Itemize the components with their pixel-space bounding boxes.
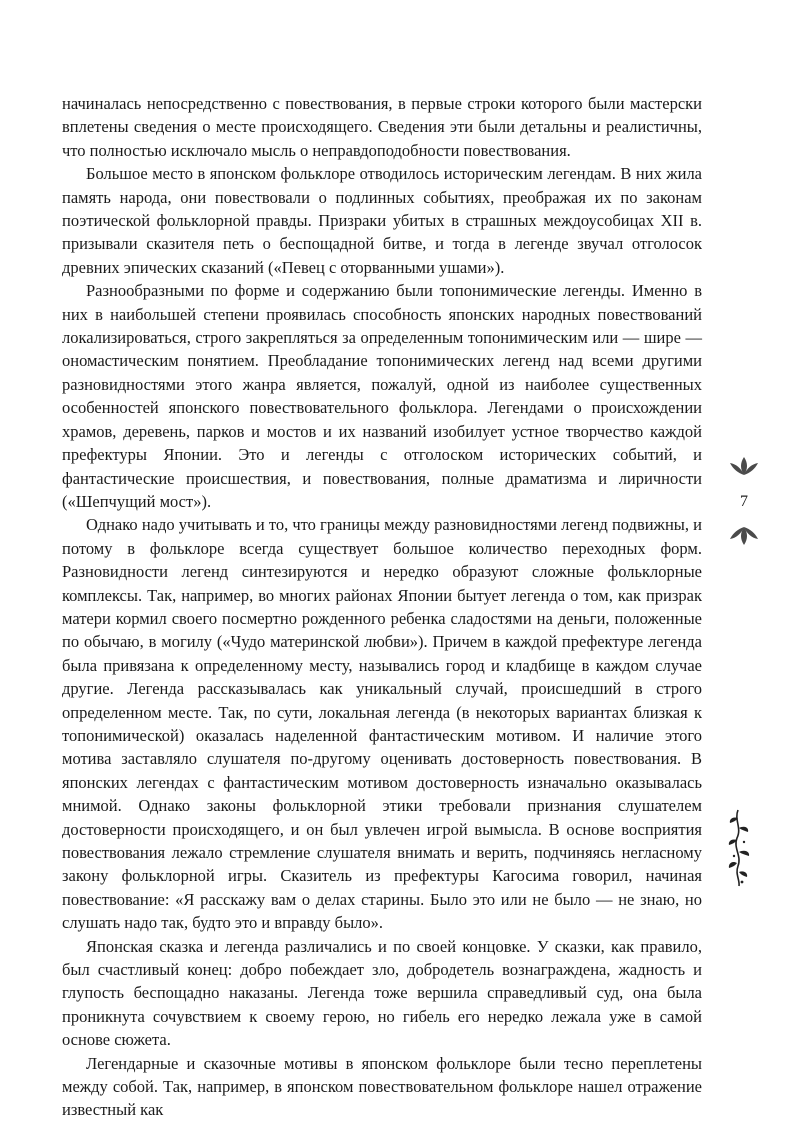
page-number-block xyxy=(722,455,766,547)
paragraph-legend-varieties: Однако надо учитывать и то, что границы между разновидностями легенд подвижны, и потому в фольклоре всегда существует большое количество переходных форм. Разновидности легенд синтезируются и нередко образуют сложные фольклорные комплексы. Так, например, во многих районах Японии бытует легенда о том, как призрак матери кормил своего посмертно рожденного ребенка сладостями на деньги, положенные по обычаю, в могилу («Чудо материнской любви»). Причем в каждой префектуре легенда была привязана к определенному месту, назывались город и кладбище в каждом случае другие. Легенда рассказывалась как уникальный случай, происшедший в строго определенном месте. Так, по сути, локальная легенда (в некоторых вариантах близкая к топонимической) оказалась наделенной фантастическим мотивом. И наличие этого мотива заставляло слушателя по-другому оценивать достоверность повествования. В японских легендах с фантастическим мотивом достоверность изначально оказывалась мнимой. Однако законы фольклорной этики требовали признания слушателем достоверности происходящего, и он был увлечен игрой вымысла. В основе восприятия повествования лежало стремление слушателя внимать и верить, подчиняясь негласному закону фольклорной игры. Сказитель из префектуры Кагосима говорил, начиная повествование: «Я расскажу вам о делах старины. Было это или не было — не знаю, но слушать надо так, будто это и вправду было». xyxy=(62,515,702,933)
paragraph-continuation: начиналась непосредственно с повествования, в первые строки которого были мастерски вплетены сведения о месте происходящего. Сведения эти были детальны и реалистичны, что полностью исключало мысль о неправдоподобности повествования. xyxy=(62,94,702,160)
paragraph-historical-legends: Большое место в японском фольклоре отводилось историческим легендам. В них жила память народа, они повествовали о подлинных событиях, преображая их по законам поэтической фольклорной правды. Призраки убитых в страшных междоусобицах XII в. призывали сказителя петь о беспощадной битве, и тогда в легенде звучал отголосок древних эпических сказаний («Певец с оторванными ушами»). xyxy=(62,164,702,277)
paragraph-motifs: Легендарные и сказочные мотивы в японском фольклоре были тесно переплетены между собой. Так, например, в японском повествовательном фольклоре нашел отражение известный как xyxy=(62,1053,702,1120)
branch-ornament-icon xyxy=(724,808,754,888)
lotus-bottom-icon xyxy=(727,525,761,547)
lotus-top-icon xyxy=(727,455,761,477)
page-number: 7 xyxy=(740,493,748,510)
paragraph-endings: Японская сказка и легенда различались и по своей концовке. У сказки, как правило, был счастливый конец: добро побеждает зло, добродетель вознаграждена, жадность и глупость беспощадно наказаны. Легенда тоже вершила справедливый суд, она была проникнута сочувствием к своему герою, но гибель его нередко лежала уже в самой основе сюжета. xyxy=(62,936,702,1050)
body-text xyxy=(62,92,702,1122)
paragraph-toponymic-legends: Разнообразными по форме и содержанию были топонимические легенды. Именно в них в наибольшей степени проявилась способность японских народных повествований локализироваться, строго закрепляться за определенным топонимическим или — шире — ономастическим понятием. Преобладание топонимических легенд над всеми другими разновидностями этого жанра является, пожалуй, одной из наиболее существенных особенностей японского повествовательного фольклора. Легендами о происхождении храмов, деревень, парков и мостов и их названий изобилует устное творчество каждой префектуры Японии. Это и легенды с отголоском исторических событий, и фантастические происшествия, и повествования, полные драматизма и лиричности («Шепчущий мост»). xyxy=(62,281,702,511)
